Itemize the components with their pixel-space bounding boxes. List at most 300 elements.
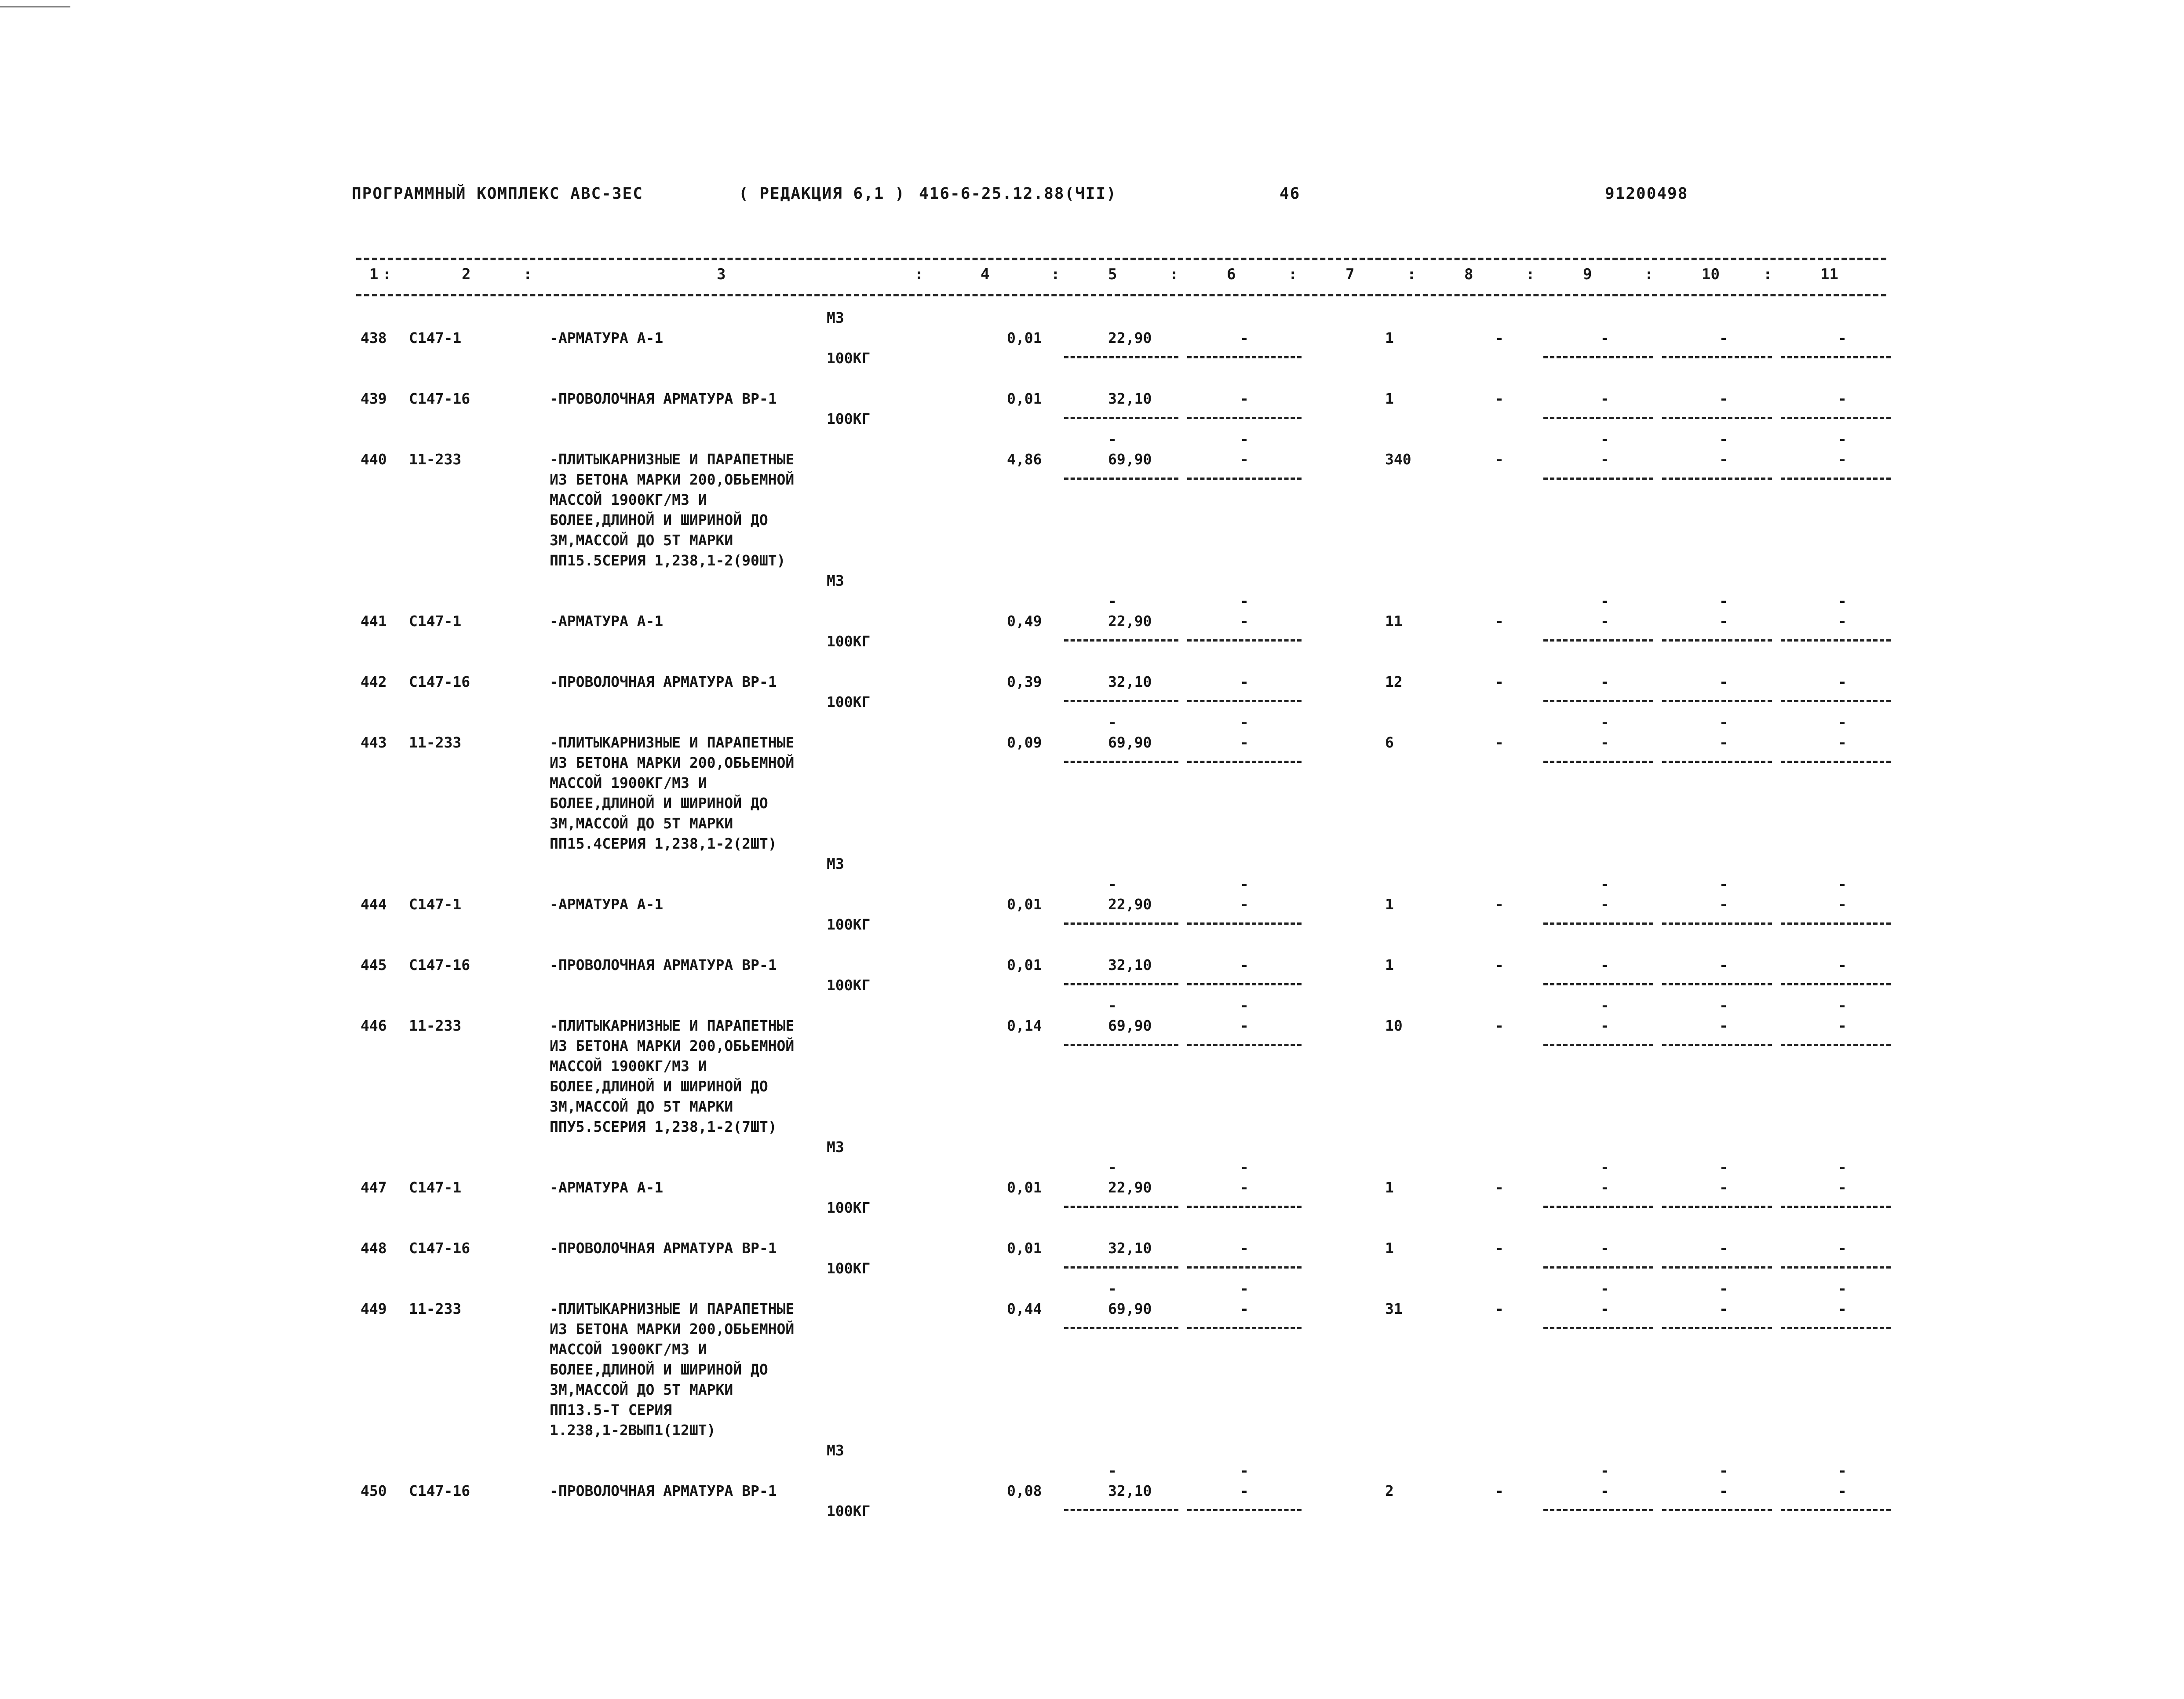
work-name: -ПРОВОЛОЧНАЯ АРМАТУРА ВР-1 [550,673,777,690]
ditto-mark: - [1838,1462,1847,1479]
work-name: -АРМАТУРА А-1 [550,613,664,630]
cell-c8: - [1495,451,1504,468]
cell-c6: - [1240,673,1249,690]
ditto-mark: - [1838,875,1847,893]
work-name: -ПРОВОЛОЧНАЯ АРМАТУРА ВР-1 [550,390,777,407]
subtotal-dash-line [1187,639,1302,642]
cell-c4: 0,09 [1007,734,1042,751]
subtotal-dash-line [1543,922,1653,925]
subtotal-dash-line [1543,1327,1653,1329]
unit-label: М3 [827,572,844,589]
subtotal-dash-line [1064,1044,1178,1046]
work-name: -ПРОВОЛОЧНАЯ АРМАТУРА ВР-1 [550,956,777,973]
cell-c10: - [1719,329,1728,346]
subtotal-dash-line [1543,1266,1653,1269]
cell-c4: 0,01 [1007,956,1042,973]
work-name-line: 1.238,1-2ВЫП1(12ШТ) [550,1422,716,1439]
subtotal-dash-line [1781,1044,1891,1046]
ditto-mark: - [1838,592,1847,609]
ditto-mark: - [1601,592,1609,609]
subtotal-dash-line [1543,1044,1653,1046]
subtotal-dash-line [1543,700,1653,702]
table-header-rule [356,294,1886,296]
ditto-mark: - [1719,997,1728,1014]
cell-c9: - [1601,1240,1609,1257]
work-name: -ПЛИТЫКАРНИЗНЫЕ И ПАРАПЕТНЫЕ [550,451,795,468]
ditto-mark: - [1838,997,1847,1014]
unit-label: 100КГ [827,1260,871,1277]
row-number: 439 [361,390,387,407]
cell-c9: - [1601,1300,1609,1317]
ditto-mark: - [1719,1159,1728,1176]
subtotal-dash-line [1064,922,1178,925]
colnum: 11 [1820,266,1838,283]
row-number: 443 [361,734,387,751]
cell-c9: - [1601,896,1609,913]
cell-c4: 0,01 [1007,1179,1042,1196]
row-number: 446 [361,1017,387,1034]
ditto-mark: - [1240,997,1249,1014]
table-row [361,1299,1900,1481]
work-name-line: МАССОЙ 1900КГ/М3 И [550,1057,707,1075]
table-row [361,1481,1900,1542]
doc-number: 91200498 [1605,185,1688,203]
cell-c9: - [1601,613,1609,630]
cell-c5: 69,90 [1108,734,1152,751]
subtotal-dash-line [1781,983,1891,985]
work-name: -ПРОВОЛОЧНАЯ АРМАТУРА ВР-1 [550,1482,777,1499]
subtotal-dash-line [1187,478,1302,480]
row-number: 450 [361,1482,387,1499]
work-name: -ПЛИТЫКАРНИЗНЫЕ И ПАРАПЕТНЫЕ [550,1300,795,1317]
colnum: 3 [717,266,726,283]
work-name-line: ИЗ БЕТОНА МАРКИ 200,ОБЬЕМНОЙ [550,1037,795,1054]
subtotal-dash-line [1187,983,1302,985]
cell-c5: 32,10 [1108,1482,1152,1499]
ditto-mark: - [1601,1280,1609,1297]
unit-label: 100КГ [827,410,871,427]
colnum: 9 [1583,266,1592,283]
unit-label: 100КГ [827,1502,871,1520]
rate-code: С147-16 [409,1482,470,1499]
ditto-mark: - [1240,875,1249,893]
ditto-mark: - [1108,875,1117,893]
cell-c10: - [1719,1240,1728,1257]
cell-c9: - [1601,451,1609,468]
cell-c9: - [1601,956,1609,973]
cell-c4: 4,86 [1007,451,1042,468]
cell-c7: 31 [1385,1300,1403,1317]
colnum: 2 [462,266,471,283]
subtotal-dash-line [1781,417,1891,419]
subtotal-dash-line [1662,639,1772,642]
subtotal-dash-line [1662,700,1772,702]
cell-c6: - [1240,956,1249,973]
cell-c8: - [1495,896,1504,913]
colnum: 4 [981,266,990,283]
table-row [361,389,1900,449]
unit-label: 100КГ [827,1199,871,1216]
cell-c10: - [1719,896,1728,913]
subtotal-dash-line [1187,922,1302,925]
subtotal-dash-line [1662,983,1772,985]
subtotal-dash-line [1064,356,1178,358]
work-name: -ПЛИТЫКАРНИЗНЫЕ И ПАРАПЕТНЫЕ [550,734,795,751]
subtotal-dash-line [1781,1266,1891,1269]
column-number-row: 1 : 2 : 3 : 4 : 5 : 6 : 7 : 8 : 9 : 10 : 11 [369,266,1838,283]
subtotal-dash-line [1781,700,1891,702]
subtotal-dash-line [1781,761,1891,763]
cell-c9: - [1601,1482,1609,1499]
table-row [361,1178,1900,1238]
subtotal-dash-line [1662,1327,1772,1329]
unit-label: 100КГ [827,350,871,367]
cell-c9: - [1601,1017,1609,1034]
subtotal-dash-line [1543,1206,1653,1208]
unit-label: М3 [827,309,844,326]
ditto-mark: - [1601,430,1609,448]
cell-c7: 1 [1385,956,1394,973]
rate-code: 11-233 [409,1017,462,1034]
cell-c7: 6 [1385,734,1394,751]
subtotal-dash-line [1543,761,1653,763]
subtotal-dash-line [1781,1206,1891,1208]
ditto-mark: - [1719,1462,1728,1479]
table-row [361,1016,1900,1178]
work-name-line: 3М,МАССОЙ ДО 5Т МАРКИ [550,532,733,549]
ditto-mark: - [1838,1280,1847,1297]
table-row [361,955,1900,1016]
work-name-line: ПП15.4СЕРИЯ 1,238,1-2(2ШТ) [550,835,777,852]
subtotal-dash-line [1064,1509,1178,1511]
cell-c10: - [1719,451,1728,468]
subtotal-dash-line [1662,1206,1772,1208]
cell-c5: 32,10 [1108,956,1152,973]
work-name-line: МАССОЙ 1900КГ/М3 И [550,774,707,791]
work-name-line: ИЗ БЕТОНА МАРКИ 200,ОБЬЕМНОЙ [550,471,795,488]
rate-code: С147-1 [409,896,462,913]
cell-c4: 0,08 [1007,1482,1042,1499]
cell-c6: - [1240,613,1249,630]
ditto-mark: - [1240,1280,1249,1297]
subtotal-dash-line [1543,639,1653,642]
cell-c7: 1 [1385,1240,1394,1257]
cell-c6: - [1240,390,1249,407]
ditto-mark: - [1719,714,1728,731]
cell-c6: - [1240,329,1249,346]
rate-code: С147-16 [409,673,470,690]
rate-code: С147-1 [409,1179,462,1196]
page-number: 46 [1280,185,1301,203]
cell-c10: - [1719,1300,1728,1317]
table-row [361,672,1900,733]
work-name-line: 3М,МАССОЙ ДО 5Т МАРКИ [550,815,733,832]
subtotal-dash-line [1781,356,1891,358]
subtotal-dash-line [1781,478,1891,480]
cell-c11: - [1838,896,1847,913]
cell-c8: - [1495,390,1504,407]
work-name: -АРМАТУРА А-1 [550,1179,664,1196]
cell-c5: 69,90 [1108,1300,1152,1317]
unit-label: 100КГ [827,633,871,650]
rate-code: С147-16 [409,956,470,973]
work-name-line: 3М,МАССОЙ ДО 5Т МАРКИ [550,1381,733,1398]
unit-label: 100КГ [827,693,871,711]
estimate-table-body [361,308,1900,1520]
cell-c6: - [1240,451,1249,468]
subtotal-dash-line [1187,700,1302,702]
subtotal-dash-line [1543,356,1653,358]
cell-c8: - [1495,1240,1504,1257]
cell-c10: - [1719,1017,1728,1034]
ditto-mark: - [1719,1280,1728,1297]
unit-label: 100КГ [827,916,871,933]
subtotal-dash-line [1543,417,1653,419]
table-row [361,733,1900,894]
colnum: 7 [1345,266,1355,283]
subtotal-dash-line [1187,761,1302,763]
ditto-mark: - [1601,1159,1609,1176]
cell-c11: - [1838,1300,1847,1317]
unit-label: М3 [827,1138,844,1156]
ditto-mark: - [1108,1462,1117,1479]
work-name-line: 3М,МАССОЙ ДО 5Т МАРКИ [550,1098,733,1115]
ditto-mark: - [1108,430,1117,448]
ditto-mark: - [1240,592,1249,609]
cell-c4: 0,39 [1007,673,1042,690]
cell-c5: 32,10 [1108,390,1152,407]
table-top-rule [356,258,1886,260]
subtotal-dash-line [1064,761,1178,763]
cell-c5: 32,10 [1108,1240,1152,1257]
subtotal-dash-line [1187,1327,1302,1329]
subtotal-dash-line [1064,478,1178,480]
subtotal-dash-line [1662,761,1772,763]
row-number: 438 [361,329,387,346]
cell-c7: 10 [1385,1017,1403,1034]
cell-c4: 0,01 [1007,1240,1042,1257]
ditto-mark: - [1601,997,1609,1014]
table-row [361,611,1900,672]
row-number: 444 [361,896,387,913]
subtotal-dash-line [1064,983,1178,985]
cell-c8: - [1495,734,1504,751]
cell-c10: - [1719,1482,1728,1499]
rate-code: С147-1 [409,613,462,630]
subtotal-dash-line [1662,478,1772,480]
subtotal-dash-line [1064,417,1178,419]
subtotal-dash-line [1662,417,1772,419]
subtotal-dash-line [1543,478,1653,480]
cell-c8: - [1495,1482,1504,1499]
cell-c10: - [1719,390,1728,407]
cell-c6: - [1240,1240,1249,1257]
subtotal-dash-line [1662,1044,1772,1046]
cell-c10: - [1719,673,1728,690]
subtotal-dash-line [1187,1206,1302,1208]
ditto-mark: - [1838,430,1847,448]
cell-c9: - [1601,1179,1609,1196]
cell-c11: - [1838,673,1847,690]
cell-c5: 22,90 [1108,1179,1152,1196]
cell-c10: - [1719,956,1728,973]
ditto-mark: - [1108,1159,1117,1176]
rate-code: С147-1 [409,329,462,346]
cell-c6: - [1240,1482,1249,1499]
cell-c11: - [1838,734,1847,751]
subtotal-dash-line [1662,1509,1772,1511]
cell-c4: 0,14 [1007,1017,1042,1034]
cell-c8: - [1495,673,1504,690]
ditto-mark: - [1108,592,1117,609]
ditto-mark: - [1838,714,1847,731]
edition-label: ( РЕДАКЦИЯ 6,1 ) [739,185,905,203]
cell-c9: - [1601,390,1609,407]
ditto-mark: - [1719,875,1728,893]
cell-c11: - [1838,1179,1847,1196]
colnum: 5 [1108,266,1117,283]
subtotal-dash-line [1064,1327,1178,1329]
row-number: 441 [361,613,387,630]
subtotal-dash-line [1064,1266,1178,1269]
work-name-line: ПП13.5-Т СЕРИЯ [550,1401,672,1418]
subtotal-dash-line [1543,983,1653,985]
cell-c11: - [1838,1017,1847,1034]
cell-c4: 0,01 [1007,390,1042,407]
work-name-line: МАССОЙ 1900КГ/М3 И [550,1341,707,1358]
work-name-line: ИЗ БЕТОНА МАРКИ 200,ОБЬЕМНОЙ [550,1320,795,1338]
cell-c11: - [1838,329,1847,346]
subtotal-dash-line [1662,922,1772,925]
work-name-line: БОЛЕЕ,ДЛИНОЙ И ШИРИНОЙ ДО [550,1361,768,1378]
cell-c5: 22,90 [1108,896,1152,913]
cell-c6: - [1240,734,1249,751]
cell-c10: - [1719,734,1728,751]
doc-code: 416-6-25.12.88(ЧII) [919,185,1117,203]
colnum: 6 [1227,266,1236,283]
cell-c6: - [1240,1179,1249,1196]
rate-code: С147-16 [409,390,470,407]
ditto-mark: - [1601,875,1609,893]
table-row [361,308,1900,389]
cell-c8: - [1495,1179,1504,1196]
work-name: -ПЛИТЫКАРНИЗНЫЕ И ПАРАПЕТНЫЕ [550,1017,795,1034]
cell-c9: - [1601,734,1609,751]
subtotal-dash-line [1064,639,1178,642]
cell-c7: 11 [1385,613,1403,630]
ditto-mark: - [1108,714,1117,731]
rate-code: 11-233 [409,1300,462,1317]
subtotal-dash-line [1187,1509,1302,1511]
cell-c7: 340 [1385,451,1411,468]
subtotal-dash-line [1187,1044,1302,1046]
row-number: 442 [361,673,387,690]
cell-c11: - [1838,390,1847,407]
ditto-mark: - [1240,430,1249,448]
cell-c5: 69,90 [1108,1017,1152,1034]
unit-label: М3 [827,1442,844,1459]
cell-c7: 2 [1385,1482,1394,1499]
work-name: -АРМАТУРА А-1 [550,329,664,346]
colnum: 10 [1702,266,1720,283]
subtotal-dash-line [1662,1266,1772,1269]
cell-c5: 22,90 [1108,329,1152,346]
cell-c11: - [1838,613,1847,630]
cell-c5: 22,90 [1108,613,1152,630]
ditto-mark: - [1240,1159,1249,1176]
cell-c5: 32,10 [1108,673,1152,690]
subtotal-dash-line [1781,1327,1891,1329]
cell-c7: 1 [1385,1179,1394,1196]
cell-c11: - [1838,451,1847,468]
unit-label: М3 [827,855,844,872]
unit-label: 100КГ [827,977,871,994]
subtotal-dash-line [1662,356,1772,358]
cell-c4: 0,01 [1007,896,1042,913]
ditto-mark: - [1240,1462,1249,1479]
cell-c11: - [1838,1482,1847,1499]
ditto-mark: - [1601,1462,1609,1479]
work-name-line: ПП15.5СЕРИЯ 1,238,1-2(90ШТ) [550,552,786,569]
cell-c11: - [1838,956,1847,973]
cell-c4: 0,01 [1007,329,1042,346]
cell-c8: - [1495,956,1504,973]
ditto-mark: - [1719,430,1728,448]
ditto-mark: - [1108,1280,1117,1297]
cell-c10: - [1719,613,1728,630]
ditto-mark: - [1240,714,1249,731]
subtotal-dash-line [1187,1266,1302,1269]
cell-c8: - [1495,329,1504,346]
cell-c10: - [1719,1179,1728,1196]
work-name: -АРМАТУРА А-1 [550,896,664,913]
work-name-line: БОЛЕЕ,ДЛИНОЙ И ШИРИНОЙ ДО [550,511,768,529]
table-row [361,894,1900,955]
ditto-mark: - [1838,1159,1847,1176]
subtotal-dash-line [1064,700,1178,702]
subtotal-dash-line [1187,417,1302,419]
ditto-mark: - [1601,714,1609,731]
cell-c7: 1 [1385,896,1394,913]
work-name-line: БОЛЕЕ,ДЛИНОЙ И ШИРИНОЙ ДО [550,1078,768,1095]
cell-c8: - [1495,613,1504,630]
row-number: 447 [361,1179,387,1196]
cell-c4: 0,49 [1007,613,1042,630]
work-name-line: БОЛЕЕ,ДЛИНОЙ И ШИРИНОЙ ДО [550,795,768,812]
rate-code: 11-233 [409,734,462,751]
row-number: 448 [361,1240,387,1257]
cell-c9: - [1601,673,1609,690]
row-number: 445 [361,956,387,973]
colnum: 8 [1464,266,1473,283]
cell-c7: 12 [1385,673,1403,690]
cell-c6: - [1240,1017,1249,1034]
colnum: 1 [369,266,379,283]
work-name: -ПРОВОЛОЧНАЯ АРМАТУРА ВР-1 [550,1240,777,1257]
cell-c6: - [1240,1300,1249,1317]
rate-code: 11-233 [409,451,462,468]
row-number: 449 [361,1300,387,1317]
subtotal-dash-line [1187,356,1302,358]
ditto-mark: - [1719,592,1728,609]
subtotal-dash-line [1781,1509,1891,1511]
row-number: 440 [361,451,387,468]
subtotal-dash-line [1781,922,1891,925]
rate-code: С147-16 [409,1240,470,1257]
ditto-mark: - [1108,997,1117,1014]
cell-c8: - [1495,1017,1504,1034]
table-row [361,449,1900,611]
